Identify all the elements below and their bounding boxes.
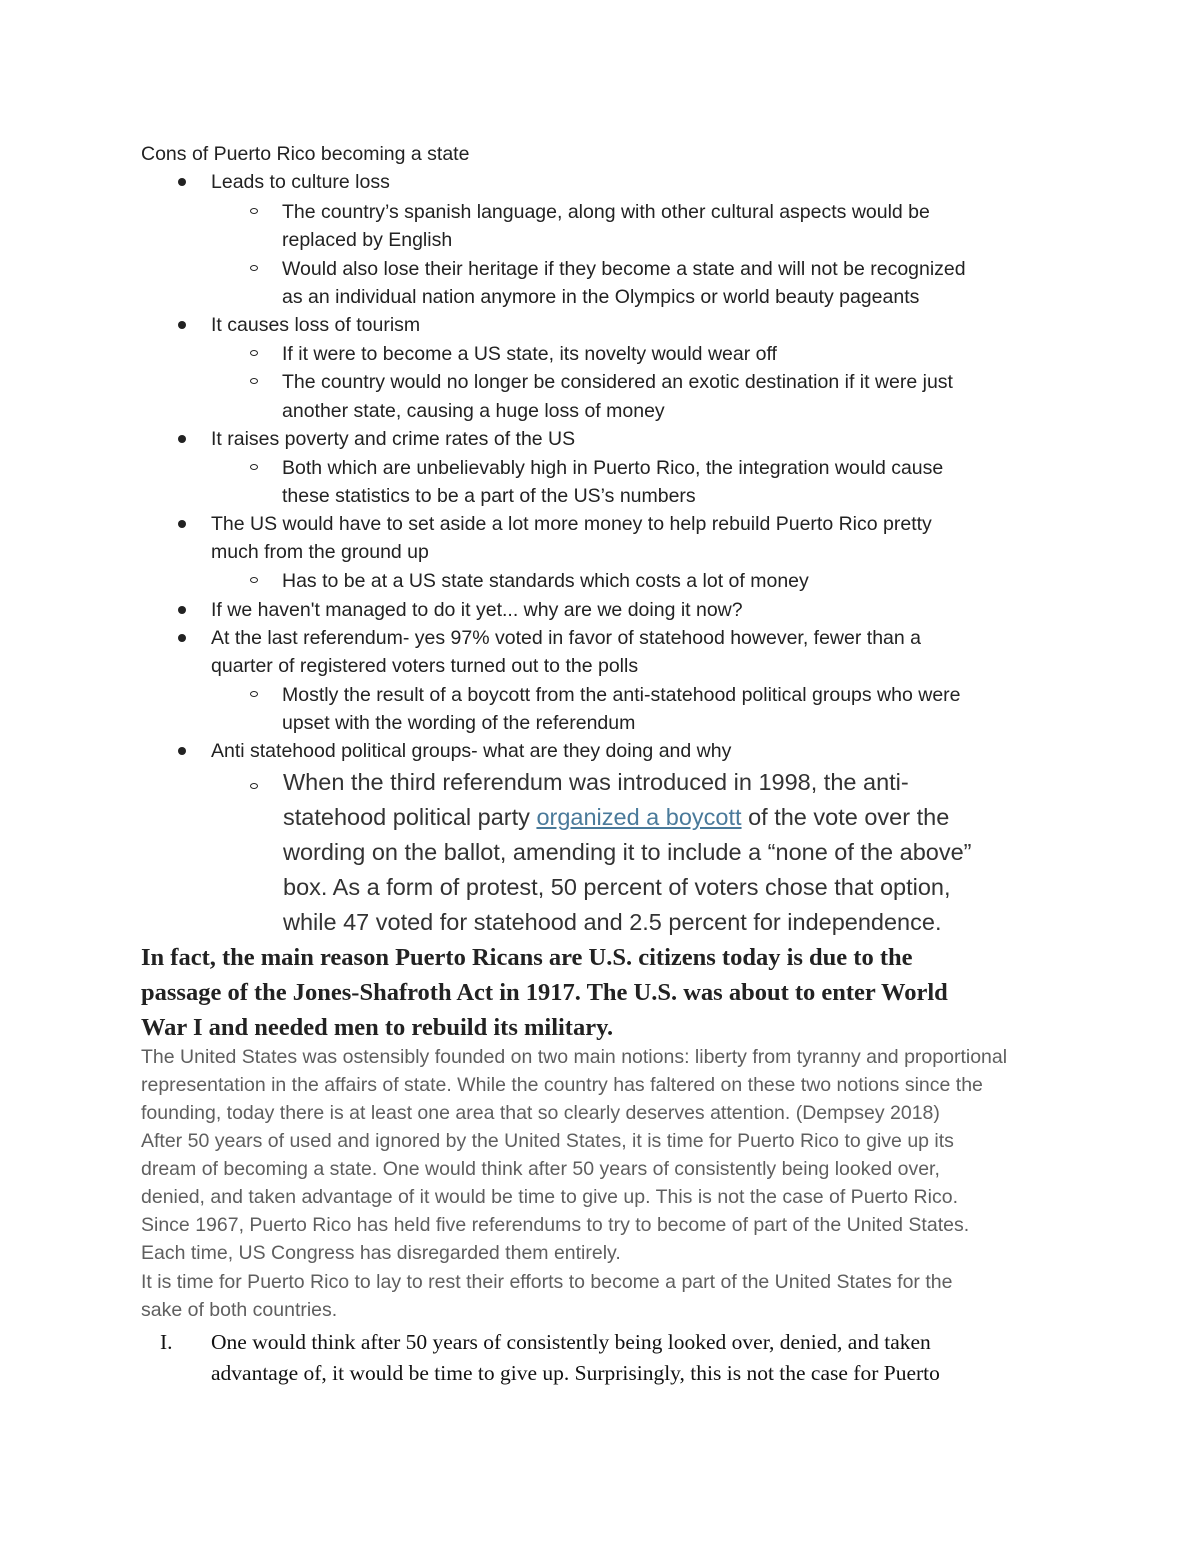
bullet-item-cont: much from the ground up [211,541,429,563]
paragraph-line: sake of both countries. [141,1299,338,1321]
sub-bullet-item: The country would no longer be considered an exotic destination if it were just [282,371,953,393]
sub-bullet-item-cont: upset with the wording of the referendum [282,712,636,734]
quote-text: statehood political party [283,804,537,830]
paragraph-line: After 50 years of used and ignored by the United States, it is time for Puerto Rico to give up its [141,1130,954,1152]
fact-line: passage of the Jones-Shafroth Act in 1917. The U.S. was about to enter World [141,979,948,1006]
bullet-marker [178,747,186,755]
bullet-item: Leads to culture loss [211,171,390,193]
paragraph-line: representation in the affairs of state. While the country has faltered on these two notions since the [141,1074,983,1096]
sub-bullet-marker [250,265,258,271]
paragraph-line: founding, today there is at least one area that so clearly deserves attention. (Dempsey 2018) [141,1102,940,1124]
bullet-marker [178,178,186,186]
paragraph-line: Since 1967, Puerto Rico has held five referendums to try to become of part of the United States. [141,1214,970,1236]
bullet-item: The US would have to set aside a lot more money to help rebuild Puerto Rico pretty [211,513,932,535]
sub-bullet-item: If it were to become a US state, its novelty would wear off [282,343,777,365]
paragraph-line: It is time for Puerto Rico to lay to rest their efforts to become a part of the United States for the [141,1271,953,1293]
bullet-marker [178,634,186,642]
sub-bullet-marker [250,464,258,470]
bullet-marker [178,321,186,329]
sub-bullet-item-cont: as an individual nation anymore in the Olympics or world beauty pageants [282,286,920,308]
sub-bullet-marker [250,577,258,583]
bullet-item: If we haven't managed to do it yet... why are we doing it now? [211,599,743,621]
sub-bullet-item-cont: another state, causing a huge loss of money [282,400,665,422]
quote-line: When the third referendum was introduced in 1998, the anti- [283,769,909,795]
paragraph-line: dream of becoming a state. One would think after 50 years of consistently being looked over, [141,1158,940,1180]
sub-bullet-marker [250,378,258,384]
paragraph-line: The United States was ostensibly founded on two main notions: liberty from tyranny and proportional [141,1046,1008,1068]
bullet-item: It raises poverty and crime rates of the US [211,428,576,450]
quote-text: of the vote over the [741,804,950,830]
sub-bullet-item: Has to be at a US state standards which costs a lot of money [282,570,809,592]
list-numeral: I. [160,1330,173,1354]
quote-line: while 47 voted for statehood and 2.5 percent for independence. [283,909,942,935]
bullet-item: At the last referendum- yes 97% voted in favor of statehood however, fewer than a [211,627,921,649]
sub-bullet-item-cont: these statistics to be a part of the US’s numbers [282,485,696,507]
fact-line: In fact, the main reason Puerto Ricans are U.S. citizens today is due to the [141,944,913,971]
paragraph-line: denied, and taken advantage of it would be time to give up. This is not the case of Puerto Rico. [141,1186,958,1208]
sub-bullet-item: Mostly the result of a boycott from the anti-statehood political groups who were [282,684,961,706]
bullet-item-cont: quarter of registered voters turned out to the polls [211,655,639,677]
sub-bullet-marker [250,691,258,697]
boycott-link[interactable]: organized a boycott [536,804,742,830]
bullet-item: Anti statehood political groups- what are they doing and why [211,740,732,762]
sub-bullet-item: The country’s spanish language, along with other cultural aspects would be [282,201,930,223]
numbered-item-line: advantage of, it would be time to give up. Surprisingly, this is not the case for Puerto [211,1361,940,1385]
bullet-marker [178,520,186,528]
page-title: Cons of Puerto Rico becoming a state [141,143,470,165]
sub-bullet-item: Both which are unbelievably high in Puerto Rico, the integration would cause [282,457,944,479]
bullet-item: It causes loss of tourism [211,314,421,336]
numbered-item-line: One would think after 50 years of consistently being looked over, denied, and taken [211,1330,931,1354]
sub-bullet-marker [250,783,258,789]
quote-line [283,800,949,835]
paragraph-line: Each time, US Congress has disregarded them entirely. [141,1242,621,1264]
bullet-marker [178,435,186,443]
bullet-marker [178,606,186,614]
sub-bullet-item: Would also lose their heritage if they become a state and will not be recognized [282,258,966,280]
sub-bullet-marker [250,208,258,214]
sub-bullet-item-cont: replaced by English [282,229,453,251]
fact-line: War I and needed men to rebuild its military. [141,1014,614,1041]
quote-line: box. As a form of protest, 50 percent of voters chose that option, [283,874,951,900]
quote-line: wording on the ballot, amending it to include a “none of the above” [283,839,972,865]
sub-bullet-marker [250,350,258,356]
